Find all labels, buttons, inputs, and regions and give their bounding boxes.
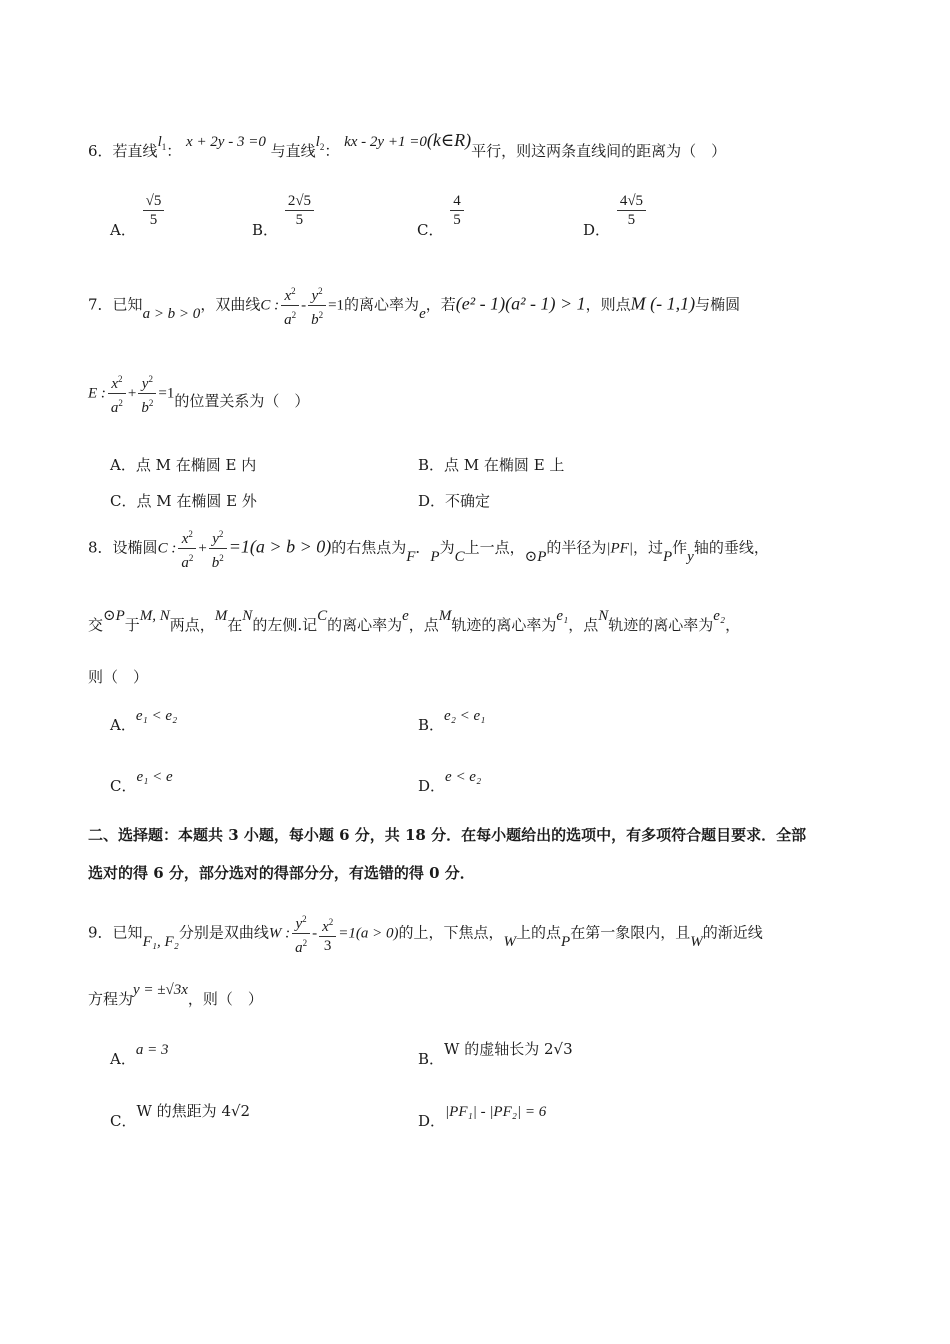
q8-option-d[interactable]: D．e < e₂: [418, 769, 482, 795]
section-2-heading: 二、选择题：本题共 3 小题，每小题 6 分，共 18 分．在每小题给出的选项中，有多项符合题目要求．全部: [88, 826, 807, 844]
fraction: $\frac{y^2}{b^2}$: [209, 525, 227, 572]
fraction: $\frac{2√5}{5}$: [285, 192, 314, 229]
q7-option-b[interactable]: B．点 M 在椭圆 E 上: [418, 456, 565, 474]
q8-option-c[interactable]: C．e₁ < e: [110, 769, 173, 795]
q8-then: 则（ ）: [88, 668, 149, 686]
q8-line2: 交⊙P于M, N两点，M在N的左侧.记C的离心率为e，点M轨迹的离心率为e₁，点N轨迹的离心率为e₂，: [88, 608, 741, 634]
fraction: $\frac{4}{5}$: [450, 192, 464, 229]
question-9: 9．已知F₁, F₂分别是双曲线W : $\frac{y^2}{a^2}$ - $\frac{x^2}{3}$ =1(a > 0)的上，下焦点，W上的点P在第一象限内，且W的渐近线: [88, 910, 763, 957]
fraction: $\frac{x^2}{a^2}$: [108, 370, 126, 417]
q6-option-d[interactable]: D． $\frac{4√5}{5}$: [583, 192, 648, 229]
fraction: $\frac{y^2}{b^2}$: [308, 282, 326, 329]
q6-line2-equation: kx - 2y +1 =0: [344, 134, 427, 150]
fraction: $\frac{√5}{5}$: [143, 192, 165, 229]
question-8: 8．设椭圆C : $\frac{x^2}{a^2}$ + $\frac{y^2}{b^2}$ =1(a > b > 0)的右焦点为F．P为C上一点，⊙P的半径为|PF|，过P作y轴的垂线，: [88, 525, 769, 572]
fraction: $\frac{4√5}{5}$: [617, 192, 646, 229]
q6-option-a[interactable]: A． $\frac{√5}{5}$: [110, 192, 166, 229]
circle-p-symbol: ⊙P: [524, 548, 547, 565]
fraction: $\frac{x^2}{a^2}$: [281, 282, 299, 329]
q9-option-a[interactable]: A．a = 3: [110, 1042, 169, 1068]
question-6: 6．若直线$l_1$： x + 2y - 3 =0 与直线$l_2$： kx - 2y +1 =0(k∈R)平行，则这两条直线间的距离为（ ）: [88, 130, 727, 160]
q6-line1-equation: x + 2y - 3 =0: [186, 134, 266, 150]
fraction: $\frac{x^2}{3}$: [319, 913, 336, 955]
q8-option-b[interactable]: B．e₂ < e₁: [418, 708, 486, 734]
q6-text: 若直线: [112, 142, 158, 160]
fraction: $\frac{y^2}{b^2}$: [138, 370, 156, 417]
q6-option-b[interactable]: B． $\frac{2√5}{5}$: [252, 192, 316, 229]
question-7: 7．已知a > b > 0，双曲线C : $\frac{x^2}{a^2}$ - $\frac{y^2}{b^2}$ =1的离心率为e，若(e² - 1)(a² - 1) > 1，则点M (- 1,1)与椭圆: [88, 282, 740, 329]
q7-line2: E : $\frac{x^2}{a^2}$ + $\frac{y^2}{b^2}$ =1的位置关系为（ ）: [88, 370, 309, 417]
fraction: $\frac{y^2}{a^2}$: [292, 910, 310, 957]
q6-number: 6．: [88, 142, 113, 160]
q9-option-b[interactable]: B．W 的虚轴长为 2√3: [418, 1040, 573, 1068]
q9-line2: 方程为y = ±√3x，则（ ）: [88, 982, 263, 1008]
q6-option-c[interactable]: C． $\frac{4}{5}$: [417, 192, 466, 229]
q9-option-c[interactable]: C．W 的焦距为 4√2: [110, 1102, 251, 1130]
q8-option-a[interactable]: A．e₁ < e₂: [110, 708, 178, 734]
q7-option-a[interactable]: A．点 M 在椭圆 E 内: [110, 456, 257, 474]
section-2-heading-cont: 选对的得 6 分，部分选对的得部分分，有选错的得 0 分．: [88, 864, 475, 882]
fraction: $\frac{x^2}{a^2}$: [178, 525, 196, 572]
q7-option-c[interactable]: C．点 M 在椭圆 E 外: [110, 492, 257, 510]
q7-option-d[interactable]: D．不确定: [418, 492, 491, 510]
q9-option-d[interactable]: D．|PF₁| - |PF₂| = 6: [418, 1104, 547, 1130]
